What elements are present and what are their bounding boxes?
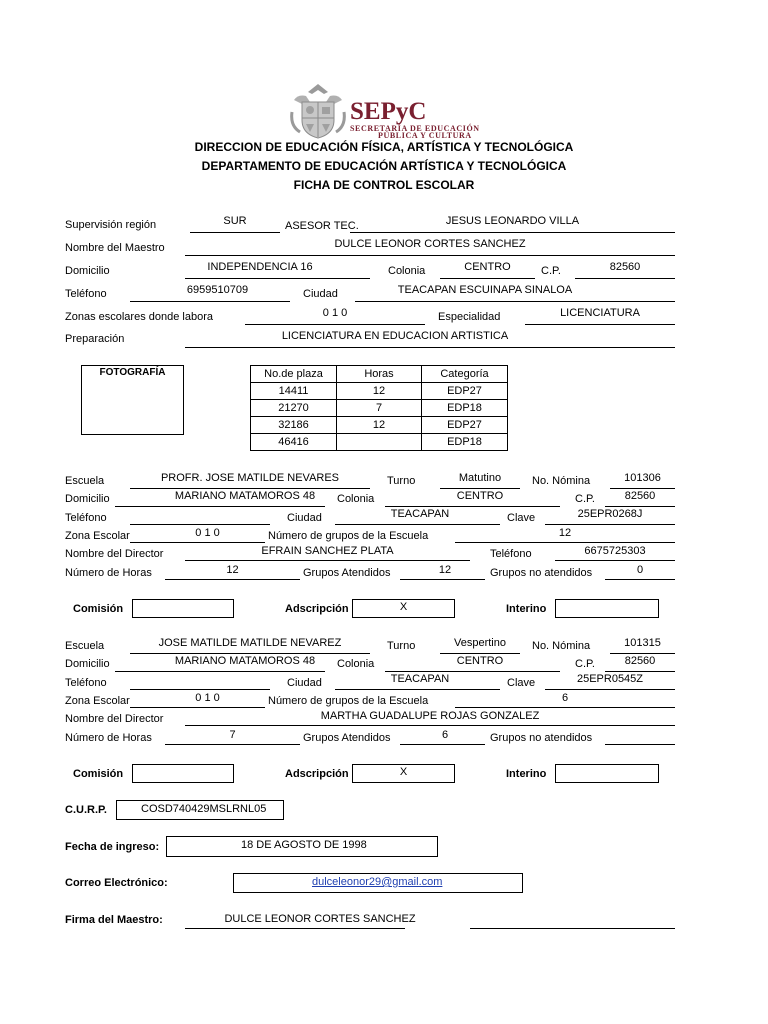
domicilio-label: Domicilio (65, 265, 110, 277)
school-1-adscripcion-label: Adscripción (285, 603, 349, 615)
school-1-zona-label: Zona Escolar (65, 530, 130, 542)
column-header: Categoría (422, 366, 508, 383)
school-2-clave-field[interactable]: 25EPR0545Z (576, 673, 644, 685)
cp-field[interactable]: 82560 (609, 261, 641, 273)
school-1-interino-box[interactable] (555, 599, 659, 618)
school-2-atendidos-field[interactable]: 6 (441, 729, 449, 741)
school-1-colonia-underline (385, 506, 560, 507)
domicilio-field[interactable]: INDEPENDENCIA 16 (207, 261, 313, 273)
correo-link[interactable]: dulceleonor29@gmail.com (312, 876, 443, 888)
school-1-no-atendidos-underline (605, 579, 675, 580)
school-1-comision-box[interactable] (132, 599, 234, 618)
school-1-interino-label: Interino (506, 603, 547, 615)
fecha-field[interactable] (166, 836, 438, 857)
school-1-director-tel-label: Teléfono (490, 548, 532, 560)
school-1-num-grupos-underline (455, 542, 675, 543)
asesor-label: ASESOR TEC. (285, 220, 359, 232)
ciudad-label: Ciudad (303, 288, 338, 300)
school-1-zona-underline (130, 542, 265, 543)
school-2-ciudad-underline (335, 689, 500, 690)
school-2-no-atendidos-label: Grupos no atendidos (490, 732, 593, 744)
school-1-director-underline (185, 560, 470, 561)
correo-label: Correo Electrónico: (65, 877, 168, 889)
school-1-turno-field[interactable]: Matutino (458, 472, 502, 484)
school-1-telefono-underline (130, 524, 270, 525)
curp-value: COSD740429MSLRNL05 (141, 803, 267, 815)
table-row (251, 434, 508, 451)
school-2-colonia-label: Colonia (337, 658, 375, 670)
school-2-ciudad-label: Ciudad (287, 677, 322, 689)
school-2-colonia-underline (385, 671, 560, 672)
school-2-adscripcion-mark: X (399, 766, 408, 778)
brand-title: SEPyC (350, 98, 427, 125)
school-2-domicilio-field[interactable]: MARIANO MATAMOROS 48 (174, 655, 316, 667)
table-row (251, 383, 508, 400)
ciudad-underline (355, 301, 675, 302)
school-1-clave-underline (545, 524, 675, 525)
school-2-cp-underline (605, 671, 675, 672)
table-cell: 46416 (251, 434, 337, 451)
school-2-interino-box[interactable] (555, 764, 659, 783)
table-header-row (251, 366, 508, 383)
school-1-ciudad-label: Ciudad (287, 512, 322, 524)
logo (288, 82, 348, 140)
photo-label: FOTOGRAFÍA (99, 367, 166, 378)
header-line-1: DIRECCION DE EDUCACIÓN FÍSICA, ARTÍSTICA Y TECNOLÓGICA (194, 140, 574, 154)
table-row (251, 400, 508, 417)
school-1-clave-label: Clave (507, 512, 536, 524)
school-2-horas-label: Número de Horas (65, 732, 152, 744)
table-cell: 14411 (251, 383, 337, 400)
coat-of-arms-icon (288, 82, 348, 140)
telefono-label: Teléfono (65, 288, 107, 300)
school-2-cp-label: C.P. (575, 658, 595, 670)
school-1-director-tel-field[interactable]: 6675725303 (584, 545, 646, 557)
nombre-field[interactable]: DULCE LEONOR CORTES SANCHEZ (334, 238, 526, 250)
cp-label: C.P. (541, 265, 561, 277)
school-2-zona-field[interactable]: 0 1 0 (195, 692, 220, 704)
table-cell: EDP27 (422, 383, 508, 400)
school-1-nomina-label: No. Nómina (532, 475, 591, 487)
school-1-no-atendidos-label: Grupos no atendidos (490, 567, 593, 579)
firma-label: Firma del Maestro: (65, 914, 163, 926)
school-1-adscripcion-mark: X (399, 601, 408, 613)
school-2-horas-underline (165, 744, 300, 745)
zonas-field[interactable]: 0 1 0 (322, 307, 348, 319)
school-2-no-atendidos-underline (605, 744, 675, 745)
school-2-ciudad-field[interactable]: TEACAPAN (390, 673, 450, 685)
nombre-underline (185, 255, 675, 256)
table-cell: EDP18 (422, 400, 508, 417)
table-cell (337, 434, 422, 451)
firma-underline (185, 928, 405, 929)
school-1-nomina-field[interactable]: 101306 (624, 472, 661, 484)
school-2-adscripcion-box[interactable] (352, 764, 455, 783)
school-2-turno-underline (440, 653, 520, 654)
school-2-num-grupos-label: Número de grupos de la Escuela (268, 695, 429, 707)
school-2-domicilio-underline (115, 671, 325, 672)
school-2-interino-label: Interino (506, 768, 547, 780)
table-row (251, 417, 508, 434)
school-2-zona-label: Zona Escolar (65, 695, 130, 707)
table-cell: EDP27 (422, 417, 508, 434)
school-2-domicilio-label: Domicilio (65, 658, 110, 670)
school-1-colonia-field[interactable]: CENTRO (456, 490, 504, 502)
school-2-cp-field[interactable]: 82560 (624, 655, 656, 667)
school-1-escuela-field[interactable]: PROFR. JOSE MATILDE NEVARES (160, 472, 340, 484)
school-1-comision-label: Comisión (73, 603, 124, 615)
brand-subtitle-2: PÚBLICA Y CULTURA (378, 131, 472, 140)
supervision-underline (190, 232, 280, 233)
especialidad-underline (525, 324, 675, 325)
signature-line (470, 928, 675, 929)
school-1-horas-underline (165, 579, 300, 580)
school-2-nomina-label: No. Nómina (532, 640, 591, 652)
school-1-horas-field[interactable]: 12 (226, 564, 239, 576)
curp-field[interactable] (116, 800, 284, 820)
column-header: No.de plaza (251, 366, 337, 383)
school-1-escuela-underline (130, 488, 370, 489)
plazas-table (250, 365, 508, 451)
preparacion-field[interactable]: LICENCIATURA EN EDUCACION ARTISTICA (281, 330, 509, 342)
school-1-ciudad-field[interactable]: TEACAPAN (390, 508, 450, 520)
school-2-telefono-label: Teléfono (65, 677, 107, 689)
school-1-cp-label: C.P. (575, 493, 595, 505)
school-1-director-tel-underline (555, 560, 675, 561)
school-2-atendidos-label: Grupos Atendidos (303, 732, 391, 744)
colonia-underline (440, 278, 535, 279)
colonia-label: Colonia (388, 265, 426, 277)
school-1-turno-underline (440, 488, 520, 489)
fecha-label: Fecha de ingreso: (65, 841, 160, 853)
school-1-adscripcion-box[interactable] (352, 599, 455, 618)
school-1-domicilio-underline (115, 506, 325, 507)
nombre-label: Nombre del Maestro (65, 242, 165, 254)
school-2-nomina-underline (610, 653, 675, 654)
school-2-nomina-field[interactable]: 101315 (624, 637, 661, 649)
school-2-escuela-label: Escuela (65, 640, 105, 652)
firma-field[interactable]: DULCE LEONOR CORTES SANCHEZ (224, 913, 416, 925)
school-2-turno-field[interactable]: Vespertino (454, 637, 506, 649)
school-2-telefono-underline (130, 689, 270, 690)
brand-subtitle-1: SECRETARÍA DE EDUCACIÓN (350, 124, 480, 133)
table-cell: EDP18 (422, 434, 508, 451)
school-1-atendidos-underline (400, 579, 485, 580)
asesor-field[interactable]: JESUS LEONARDO VILLA (445, 215, 580, 227)
correo-field[interactable] (233, 873, 523, 893)
school-1-turno-label: Turno (387, 475, 416, 487)
fecha-value: 18 DE AGOSTO DE 1998 (241, 839, 367, 851)
school-2-clave-underline (545, 689, 675, 690)
school-1-domicilio-label: Domicilio (65, 493, 110, 505)
school-1-cp-underline (605, 506, 675, 507)
school-2-colonia-field[interactable]: CENTRO (456, 655, 504, 667)
preparacion-underline (185, 347, 675, 348)
school-2-horas-field[interactable]: 7 (229, 729, 236, 741)
especialidad-label: Especialidad (438, 311, 501, 323)
school-1-escuela-label: Escuela (65, 475, 105, 487)
colonia-field[interactable]: CENTRO (464, 261, 511, 273)
table-cell: 21270 (251, 400, 337, 417)
column-header: Horas (337, 366, 422, 383)
cp-underline (575, 278, 675, 279)
curp-label: C.U.R.P. (65, 804, 107, 816)
ciudad-field[interactable]: TEACAPAN ESCUINAPA SINALOA (397, 284, 573, 296)
school-1-horas-label: Número de Horas (65, 567, 152, 579)
telefono-underline (130, 301, 290, 302)
asesor-underline (350, 232, 675, 233)
table-cell: 32186 (251, 417, 337, 434)
especialidad-field[interactable]: LICENCIATURA (560, 307, 640, 319)
supervision-label: Supervisión región (65, 219, 157, 231)
header-line-2: DEPARTAMENTO DE EDUCACIÓN ARTÍSTICA Y TECNOLÓGICA (201, 159, 567, 173)
school-2-num-grupos-field[interactable]: 6 (561, 692, 569, 704)
school-2-escuela-field[interactable]: JOSE MATILDE MATILDE NEVAREZ (158, 637, 342, 649)
school-1-director-label: Nombre del Director (65, 548, 164, 560)
photo-box (81, 365, 184, 435)
school-1-ciudad-underline (335, 524, 500, 525)
school-1-num-grupos-label: Número de grupos de la Escuela (268, 530, 429, 542)
school-1-clave-field[interactable]: 25EPR0268J (577, 508, 643, 520)
table-cell: 7 (337, 400, 422, 417)
school-1-zona-field[interactable]: 0 1 0 (195, 527, 220, 539)
school-2-clave-label: Clave (507, 677, 536, 689)
school-2-num-grupos-underline (455, 707, 675, 708)
school-1-nomina-underline (610, 488, 675, 489)
school-2-escuela-underline (130, 653, 370, 654)
supervision-field[interactable]: SUR (223, 215, 247, 227)
school-1-director-field[interactable]: EFRAIN SANCHEZ PLATA (261, 545, 394, 557)
school-1-num-grupos-field[interactable]: 12 (558, 527, 572, 539)
page-title: FICHA DE CONTROL ESCOLAR (293, 178, 475, 192)
zonas-underline (245, 324, 425, 325)
school-1-domicilio-field[interactable]: MARIANO MATAMOROS 48 (174, 490, 316, 502)
table-cell: 12 (337, 383, 422, 400)
school-1-telefono-label: Teléfono (65, 512, 107, 524)
school-1-atendidos-field[interactable]: 12 (438, 564, 452, 576)
school-2-director-label: Nombre del Director (65, 713, 164, 725)
school-1-cp-field[interactable]: 82560 (624, 490, 656, 502)
school-1-no-atendidos-field[interactable]: 0 (636, 564, 644, 576)
zonas-label: Zonas escolares donde labora (65, 311, 213, 323)
school-1-atendidos-label: Grupos Atendidos (303, 567, 391, 579)
school-2-director-field[interactable]: MARTHA GUADALUPE ROJAS GONZALEZ (320, 710, 540, 722)
school-2-zona-underline (130, 707, 265, 708)
preparacion-label: Preparación (65, 333, 125, 345)
telefono-field[interactable]: 6959510709 (186, 284, 249, 296)
school-2-comision-box[interactable] (132, 764, 234, 783)
table-cell: 12 (337, 417, 422, 434)
domicilio-underline (185, 278, 370, 279)
school-2-atendidos-underline (400, 744, 485, 745)
school-1-colonia-label: Colonia (337, 493, 375, 505)
school-2-comision-label: Comisión (73, 768, 124, 780)
school-2-director-underline (185, 725, 675, 726)
school-2-adscripcion-label: Adscripción (285, 768, 349, 780)
school-2-turno-label: Turno (387, 640, 416, 652)
